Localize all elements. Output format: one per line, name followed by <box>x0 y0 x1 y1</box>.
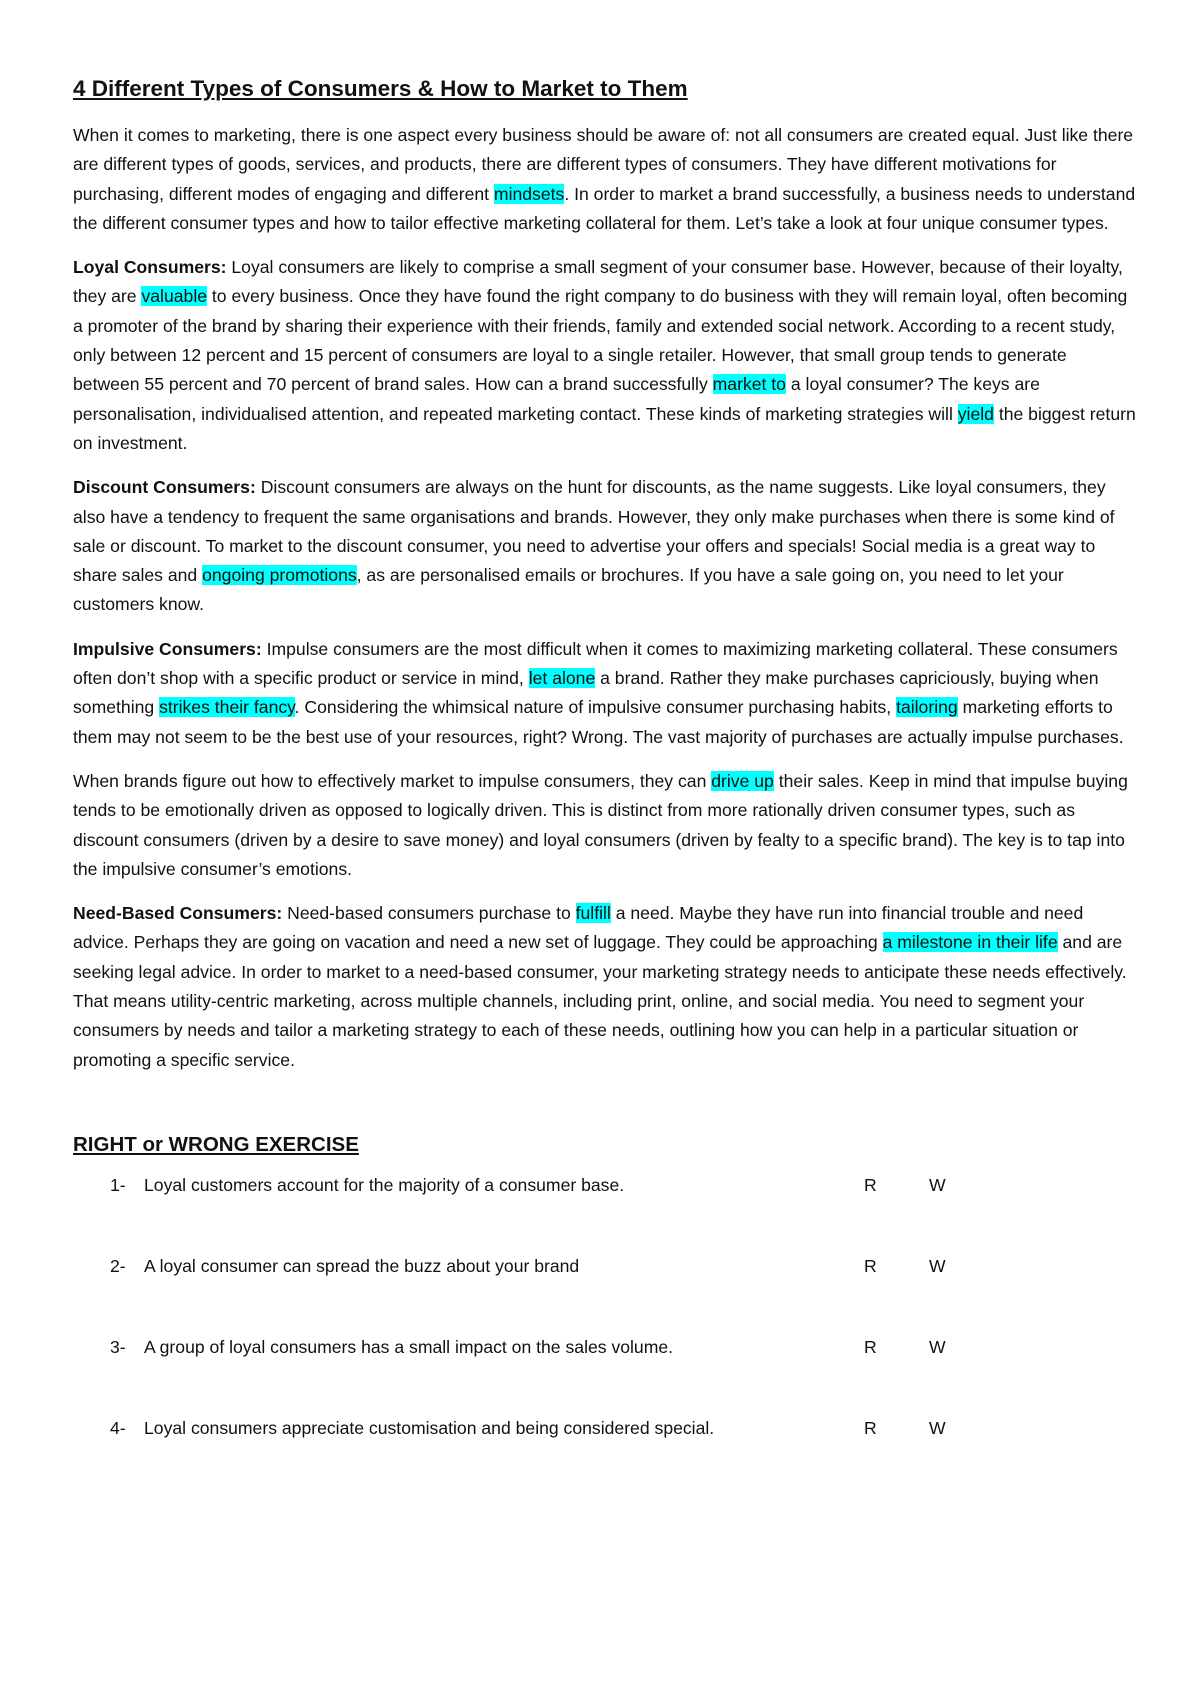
exercise-list <box>73 1171 1138 1495</box>
need-text-2: a need. Maybe they have run into financial trouble and need advice. Perhaps they are going on vacation and need a new set of luggage. They could be approaching <box>73 903 1084 953</box>
discount-consumers-heading: Discount Consumers: <box>73 477 256 498</box>
impulsive-consumers-paragraph <box>73 635 1138 752</box>
loyal-text-3: a loyal consumer? The keys are personalisation, individualised attention, and repeated marketing contact. These kinds of marketing strategies will <box>73 374 1040 424</box>
impulsive2-text-1: When brands figure out how to effectively market to impulse consumers, they can <box>73 770 712 791</box>
impulsive-text-1: Impulse consumers are the most difficult when it comes to maximizing marketing collateral. These consumers often don’t shop with a specific product or service in mind, <box>73 638 1118 689</box>
need-text-3: and are seeking legal advice. In order to market to a need-based consumer, your marketing strategy needs to anticipate these needs effectively. That means utility-centric marketing, across multiple channels, including print, online, and social media. You need to segment your consumers by needs and tailor a marketing strategy to each of these needs, outlining how you can help in a particular situation or promoting a specific service. <box>73 932 1127 1070</box>
discount-text-2: , as are personalised emails or brochures. If you have a sale going on, you need to let your customers know. <box>73 565 1064 615</box>
exercise-item-number: 2- <box>110 1255 126 1276</box>
exercise-item-statement: A group of loyal consumers has a small impact on the sales volume. <box>144 1336 674 1357</box>
intro-paragraph <box>73 121 1138 238</box>
loyal-text-1: Loyal consumers are likely to comprise a small segment of your consumer base. However, because of their loyalty, they are <box>73 257 1123 307</box>
exercise-item-number: 3- <box>110 1336 126 1357</box>
exercise-item-statement: A loyal consumer can spread the buzz about your brand <box>144 1255 580 1276</box>
need-based-consumers-paragraph <box>73 899 1138 1075</box>
highlight-market-to: market to <box>712 374 786 395</box>
loyal-consumers-heading: Loyal Consumers: <box>73 257 227 278</box>
wrong-option[interactable]: W <box>929 1417 946 1438</box>
discount-text-1: Discount consumers are always on the hunt for discounts, as the name suggests. Like loyal consumers, they also have a tendency to frequent the same organisations and brands. However, they only make purchases when there is some kind of sale or discount. To market to the discount consumer, you need to advertise your offers and specials! Social media is a great way to share sales and <box>73 477 1115 586</box>
exercise-item <box>73 1414 1138 1495</box>
impulsive-text-2: a brand. Rather they make purchases capriciously, buying when something <box>73 668 1099 718</box>
loyal-text-2: to every business. Once they have found the right company to do business with they will remain loyal, often becoming a promoter of the brand by sharing their experience with their friends, family and extended social network. According to a recent study, only between 12 percent and 15 percent of consumers are loyal to a single retailer. However, that small group tends to generate between 55 percent and 70 percent of brand sales. How can a brand successfully <box>73 286 1128 395</box>
loyal-text-4: the biggest return on investment. <box>73 403 1136 453</box>
intro-text-1: When it comes to marketing, there is one aspect every business should be aware of: not all consumers are created equal. Just like there are different types of goods, services, and products, there are different types of consumers. They have different motivations for purchasing, different modes of engaging and different <box>73 125 1134 204</box>
highlight-let-alone: let alone <box>528 668 596 689</box>
exercise-item-statement: Loyal customers account for the majority of a consumer base. <box>144 1174 625 1195</box>
wrong-option[interactable]: W <box>929 1174 946 1195</box>
exercise-item-statement: Loyal consumers appreciate customisation and being considered special. <box>144 1417 715 1438</box>
impulsive-text-3: . Considering the whimsical nature of impulsive consumer purchasing habits, <box>294 697 897 718</box>
highlight-yield: yield <box>957 403 994 424</box>
right-option[interactable]: R <box>864 1255 877 1276</box>
impulsive-consumers-heading: Impulsive Consumers: <box>73 638 262 659</box>
highlight-valuable: valuable <box>141 286 208 307</box>
highlight-drive-up: drive up <box>711 770 774 791</box>
highlight-a-milestone-in-their-life: a milestone in their life <box>882 932 1058 953</box>
document-title: 4 Different Types of Consumers & How to Market to Them <box>73 76 688 101</box>
need-text-1: Need-based consumers purchase to <box>282 903 576 924</box>
right-option[interactable]: R <box>864 1417 877 1438</box>
highlight-ongoing-promotions: ongoing promotions <box>202 565 357 586</box>
exercise-item <box>73 1252 1138 1333</box>
wrong-option[interactable]: W <box>929 1255 946 1276</box>
highlight-fulfill: fulfill <box>575 903 611 924</box>
exercise-title: RIGHT or WRONG EXERCISE <box>73 1132 359 1156</box>
exercise-item <box>73 1333 1138 1414</box>
right-option[interactable]: R <box>864 1336 877 1357</box>
discount-consumers-paragraph <box>73 473 1138 619</box>
right-option[interactable]: R <box>864 1174 877 1195</box>
highlight-tailoring: tailoring <box>896 697 958 718</box>
exercise-item-number: 1- <box>110 1174 126 1195</box>
exercise-item <box>73 1171 1138 1252</box>
need-based-consumers-heading: Need-Based Consumers: <box>73 903 283 924</box>
wrong-option[interactable]: W <box>929 1336 946 1357</box>
highlight-strikes-their-fancy: strikes their fancy <box>159 697 295 718</box>
impulsive2-text-2: their sales. Keep in mind that impulse buying tends to be emotionally driven as opposed to logically driven. This is distinct from more rationally driven consumer types, such as discount consumers (driven by a desire to save money) and loyal consumers (driven by fealty to a specific brand). The key is to tap into the impulsive consumer’s emotions. <box>73 770 1128 879</box>
loyal-consumers-paragraph <box>73 253 1138 458</box>
impulsive-text-4: marketing efforts to them may not seem to be the best use of your resources, right? Wrong. The vast majority of purchases are actually impulse purchases. <box>73 697 1124 747</box>
exercise-item-number: 4- <box>110 1417 126 1438</box>
impulsive-consumers-paragraph-2 <box>73 767 1138 884</box>
intro-text-2: . In order to market a brand successfully, a business needs to understand the different consumer types and how to tailor effective marketing collateral for them. Let’s take a look at four unique consumer types. <box>73 183 1136 233</box>
highlight-mindsets: mindsets <box>493 183 565 204</box>
